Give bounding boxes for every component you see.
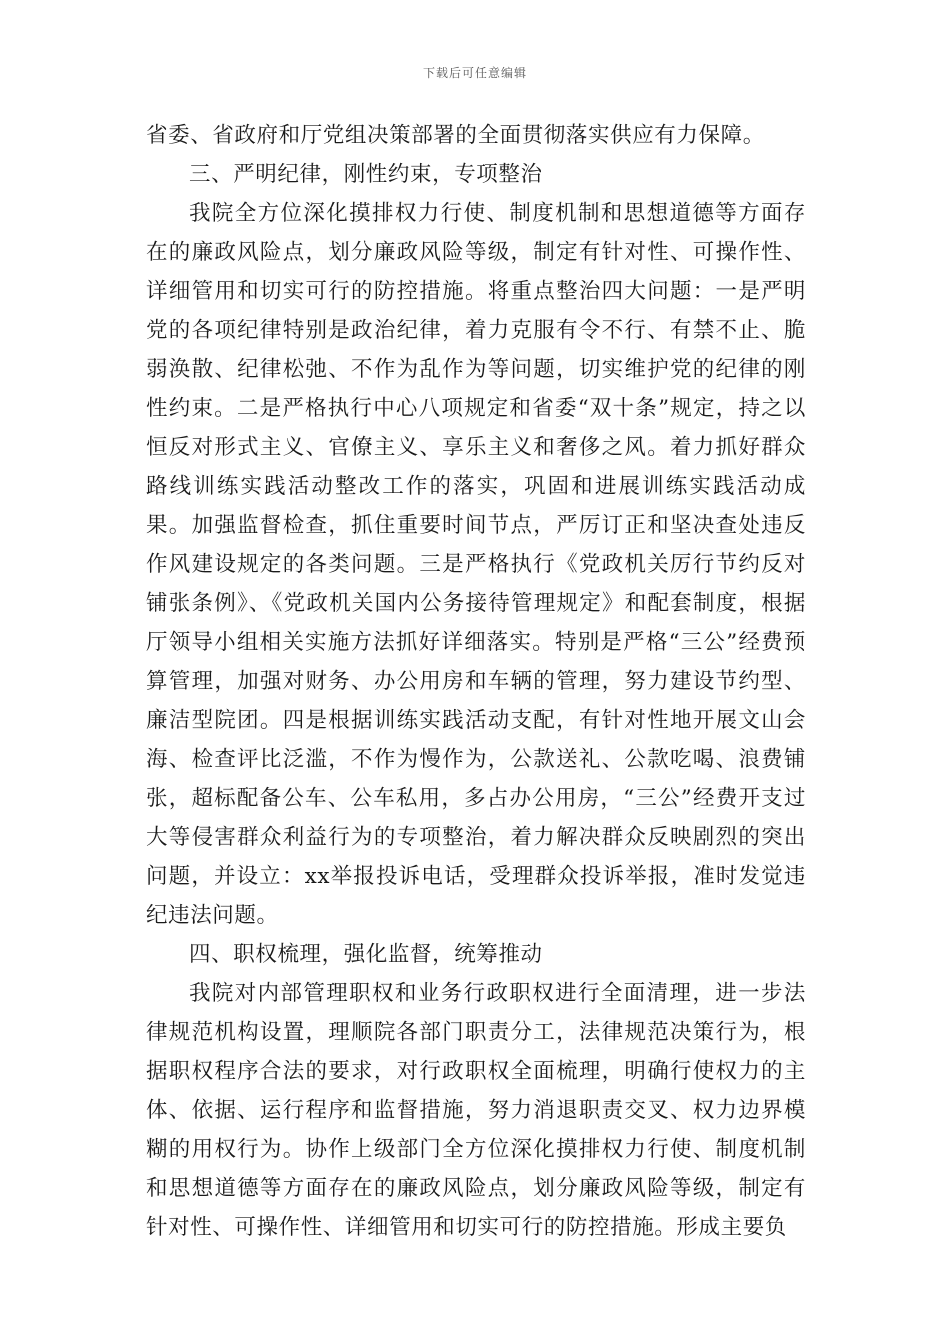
page-header-note: 下载后可任意编辑 bbox=[422, 66, 527, 80]
section-heading-4: 四、职权梳理，强化监督，统筹推动 bbox=[189, 942, 543, 967]
paragraph-continuation: 省委、省政府和厅党组决策部署的全面贯彻落实供应有力保障。 bbox=[146, 123, 765, 148]
document-body bbox=[146, 116, 806, 1247]
paragraph-section-4: 我院对内部管理职权和业务行政职权进行全面清理，进一步法律规范机构设置，理顺院各部门职责分工，法律规范决策行为，根据职权程序合法的要求，对行政职权全面梳理，明确行使权力的主体、依据、运行程序和监督措施，努力消退职责交叉、权力边界模糊的用权行为。协作上级部门全方位深化摸排权力行使、制度机制和思想道德等方面存在的廉政风险点，划分廉政风险等级，制定有针对性、可操作性、详细管用和切实可行的防控措施。形成主要负 bbox=[146, 981, 806, 1240]
section-heading-3: 三、严明纪律，刚性约束，专项整治 bbox=[189, 162, 543, 187]
paragraph-section-3: 我院全方位深化摸排权力行使、制度机制和思想道德等方面存在的廉政风险点，划分廉政风险等级，制定有针对性、可操作性、详细管用和切实可行的防控措施。将重点整治四大问题：一是严明党的各项纪律特别是政治纪律，着力克服有令不行、有禁不止、脆弱涣散、纪律松弛、不作为乱作为等问题，切实维护党的纪律的刚性约束。二是严格执行中心八项规定和省委“双十条”规定，持之以恒反对形式主义、官僚主义、享乐主义和奢侈之风。着力抓好群众路线训练实践活动整改工作的落实，巩固和进展训练实践活动成果。加强监督检查，抓住重要时间节点，严厉订正和坚决查处违反作风建设规定的各类问题。三是严格执行《党政机关厉行节约反对铺张条例》、《党政机关国内公务接待管理规定》和配套制度，根据厅领导小组相关实施方法抓好详细落实。特别是严格“三公”经费预算管理，加强对财务、办公用房和车辆的管理，努力建设节约型、廉洁型院团。四是根据训练实践活动支配，有针对性地开展文山会海、检查评比泛滥，不作为慢作为，公款送礼、公款吃喝、浪费铺张，超标配备公车、公车私用，多占办公用房，“三公”经费开支过大等侵害群众利益行为的专项整治，着力解决群众反映剧烈的突出问题，并设立：xx举报投诉电话，受理群众投诉举报，准时发觉违纪违法问题。 bbox=[146, 201, 806, 928]
